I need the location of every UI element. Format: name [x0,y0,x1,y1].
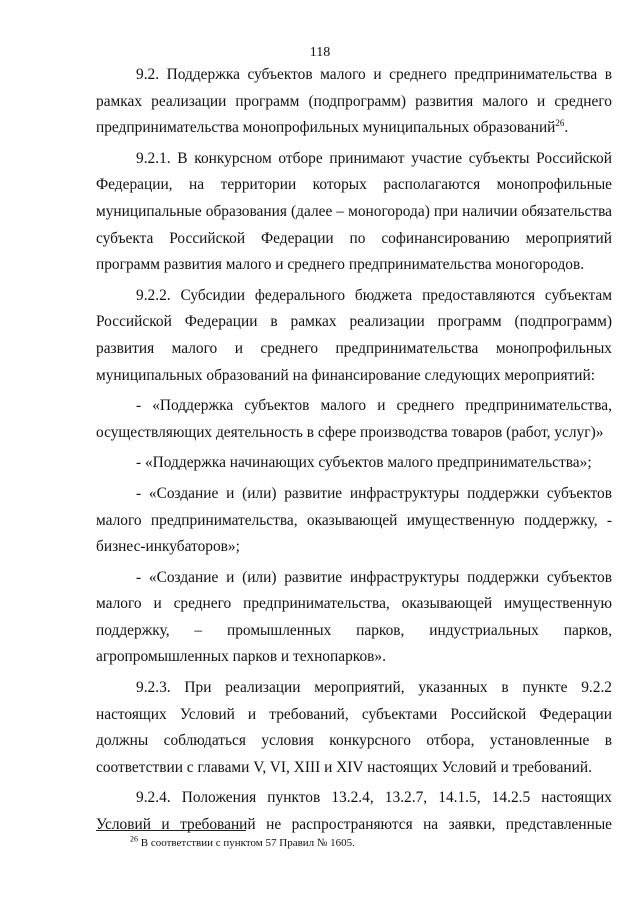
paragraph-9-2 [96,62,612,142]
paragraph-text: 9.2. Поддержка субъектов малого и среднего предпринимательства в рамках реализации программ (подпрограмм) развития малого и среднего предпринимательства монопрофильных муниципальных образований [96,66,612,137]
paragraph-9-2-2: 9.2.2. Субсидии федерального бюджета предоставляются субъектам Российской Федерации в рамках реализации программ (подпрограмм) развития малого и среднего предпринимательства монопрофильных муниципальных образований на финансирование следующих мероприятий: [96,286,612,384]
list-item-industrial-parks: - «Создание и (или) развитие инфраструктуры поддержки субъектов малого и среднего предпринимательства, оказывающей имущественную поддержку, – промышленных парков, индустриальных парков, агропромышленных парков и технопарков». [96,568,612,666]
footnote-divider [96,830,246,831]
list-item-production-support: - «Поддержка субъектов малого и среднего предпринимательства, осуществляющих деятельность в сфере производства товаров (работ, услуг)» [96,397,612,441]
paragraph-trailing-punctuation: . [564,119,569,137]
footnote-marker: 26 [130,834,138,844]
paragraph-9-2-3: 9.2.3. При реализации мероприятий, указанных в пункте 9.2.2 настоящих Условий и требований, субъектами Российской Федерации должны соблюдаться условия конкурсного отбора, установленные в соответствии с главами V, VI, XIII и XIV настоящих Условий и требований. [96,679,612,776]
paragraph-9-2-1: 9.2.1. В конкурсном отборе принимают участие субъекты Российской Федерации, на территории которых располагаются монопрофильные муниципальные образования (далее – моногорода) при наличии обязательства субъекта Российской Федерации по софинансированию мероприятий программ развития малого и среднего предпринимательства моногородов. [96,149,612,274]
footnote [130,835,590,851]
document-body [96,62,612,843]
page-number: 118 [309,45,331,60]
list-item-startup-support: - «Поддержка начинающих субъектов малого предпринимательства»; [136,454,592,472]
footnote-text: В соответствии с пунктом 57 Правил № 1605. [138,837,355,849]
footnote-reference: 26 [555,118,565,129]
paragraph-9-2-4: 9.2.4. Положения пунктов 13.2.4, 13.2.7, 14.1.5, 14.2.5 настоящих Условий и требований не распространяются на заявки, представленные [96,789,612,834]
list-item-business-incubators: - «Создание и (или) развитие инфраструктуры поддержки субъектов малого предпринимательства, оказывающей имущественную поддержку, - бизнес-инкубаторов»; [96,484,612,556]
